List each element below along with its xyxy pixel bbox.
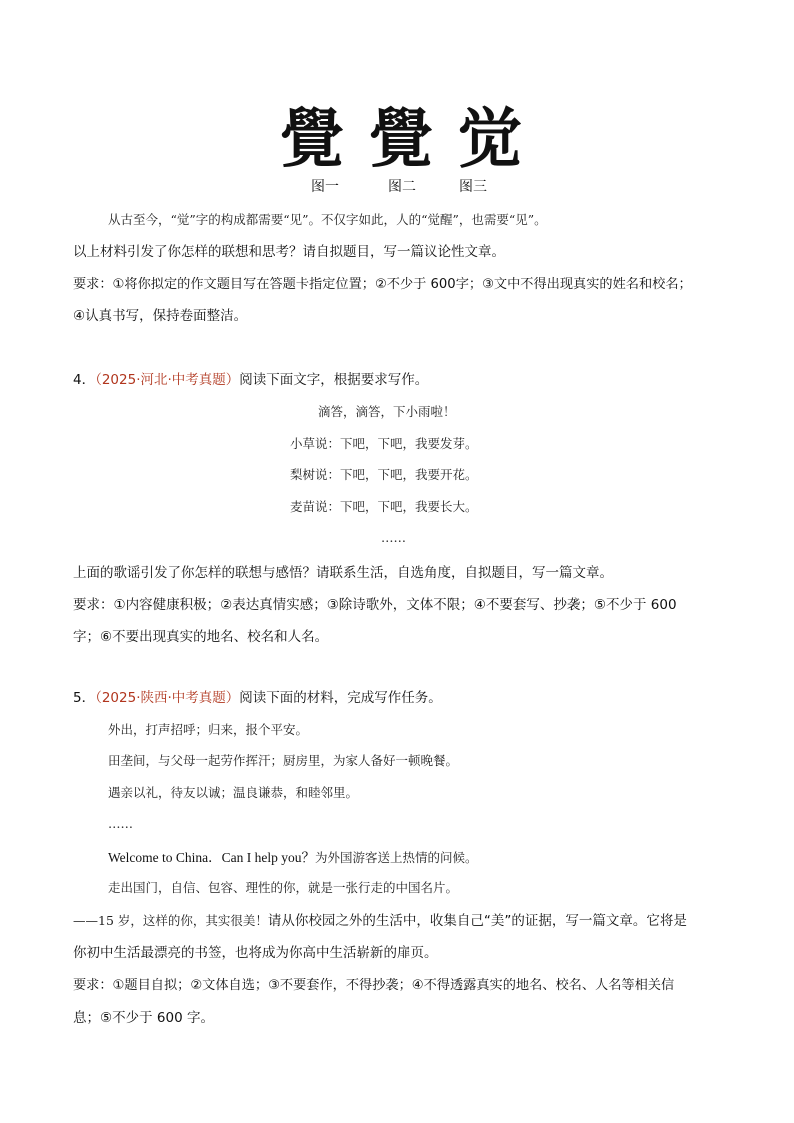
q3-prompt: 以上材料引发了你怎样的联想和思考？请自拟题目，写一篇议论性文章。 [73,244,505,260]
figure-1-caption: 图一 [311,179,339,195]
q5-requirements-line2: 息；⑤不少于 600 字。 [73,1010,214,1026]
character-figures [280,100,520,175]
figure-1-glyph: 覺 [280,102,342,177]
q4-instruction: 阅读下面文字，根据要求写作。 [239,372,429,388]
q4-poem-line: 麦苗说：下吧，下吧，我要长大。 [290,499,478,514]
figure-2-caption: 图二 [388,179,416,195]
q5-material-ellipsis: …… [108,816,133,831]
q4-poem-ellipsis: …… [381,530,406,545]
figure-3-glyph: 觉 [458,102,520,177]
q5-prompt-line2: 你初中生活最漂亮的书签，也将成为你高中生活崭新的扉页。 [73,945,438,961]
q3-material: 从古至今，“觉”字的构成都需要“见”。不仅字如此，人的“觉醒”，也需要“见”。 [108,212,547,227]
q4-poem-line: 小草说：下吧，下吧，我要发芽。 [290,436,478,451]
q4-prompt: 上面的歌谣引发了你怎样的联想与感悟？请联系生活，自选角度，自拟题目，写一篇文章。 [73,565,613,581]
q5-prompt-text: 请从你校园之外的生活中，收集自己“美”的证据，写一篇文章。它将是 [267,913,687,929]
q5-requirements-line1: 要求：①题目自拟；②文体自选；③不要套作，不得抄袭；④不得透露真实的地名、校名、人名等相关信 [73,978,675,993]
q3-requirements-line1: 要求：①将你拟定的作文题目写在答题卡指定位置；②不少于 600字；③文中不得出现真实的姓名和校名； [73,277,692,292]
q5-prompt-dash: ——15 岁，这样的你，其实很美！ [73,913,268,928]
q5-material-line: 遇亲以礼，待友以诚；温良谦恭，和睦邻里。 [108,785,359,800]
q4-poem-line: 滴答，滴答，下小雨啦！ [318,404,456,419]
figure-3-caption: 图三 [459,179,487,195]
q5-number: 5． [73,690,96,706]
q3-requirements-line2: ④认真书写，保持卷面整洁。 [73,308,248,324]
q4-requirements-line1: 要求：①内容健康积极；②表达真情实感；③除诗歌外，文体不限；④不要套写、抄袭；⑤不少于 600 [73,597,677,613]
q4-source: （2025·河北·中考真题） [95,372,240,388]
q5-material-line: 外出，打声招呼；归来，报个平安。 [108,722,309,737]
q5-material-line: 走出国门，自信、包容、理性的你，就是一张行走的中国名片。 [108,880,459,895]
figure-2-glyph: 覺 [369,102,431,177]
q5-instruction: 阅读下面的材料，完成写作任务。 [239,690,442,706]
q4-poem-line: 梨树说：下吧，下吧，我要开花。 [290,467,478,482]
q5-english-gloss: 为外国游客送上热情的问候。 [315,850,478,865]
q5-material-line: 田垄间，与父母一起劳作挥汗；厨房里，为家人备好一顿晚餐。 [108,753,459,768]
q5-source: （2025·陕西·中考真题） [95,690,240,706]
q4-heading [73,368,428,388]
q5-material-english-line [108,846,478,866]
q5-prompt-line1 [73,909,687,929]
q4-number: 4． [73,372,96,388]
q5-heading [73,686,442,706]
q5-english-text: Welcome to China．Can I help you？ [108,850,315,865]
q4-requirements-line2: 字；⑥不要出现真实的地名、校名和人名。 [73,629,329,645]
